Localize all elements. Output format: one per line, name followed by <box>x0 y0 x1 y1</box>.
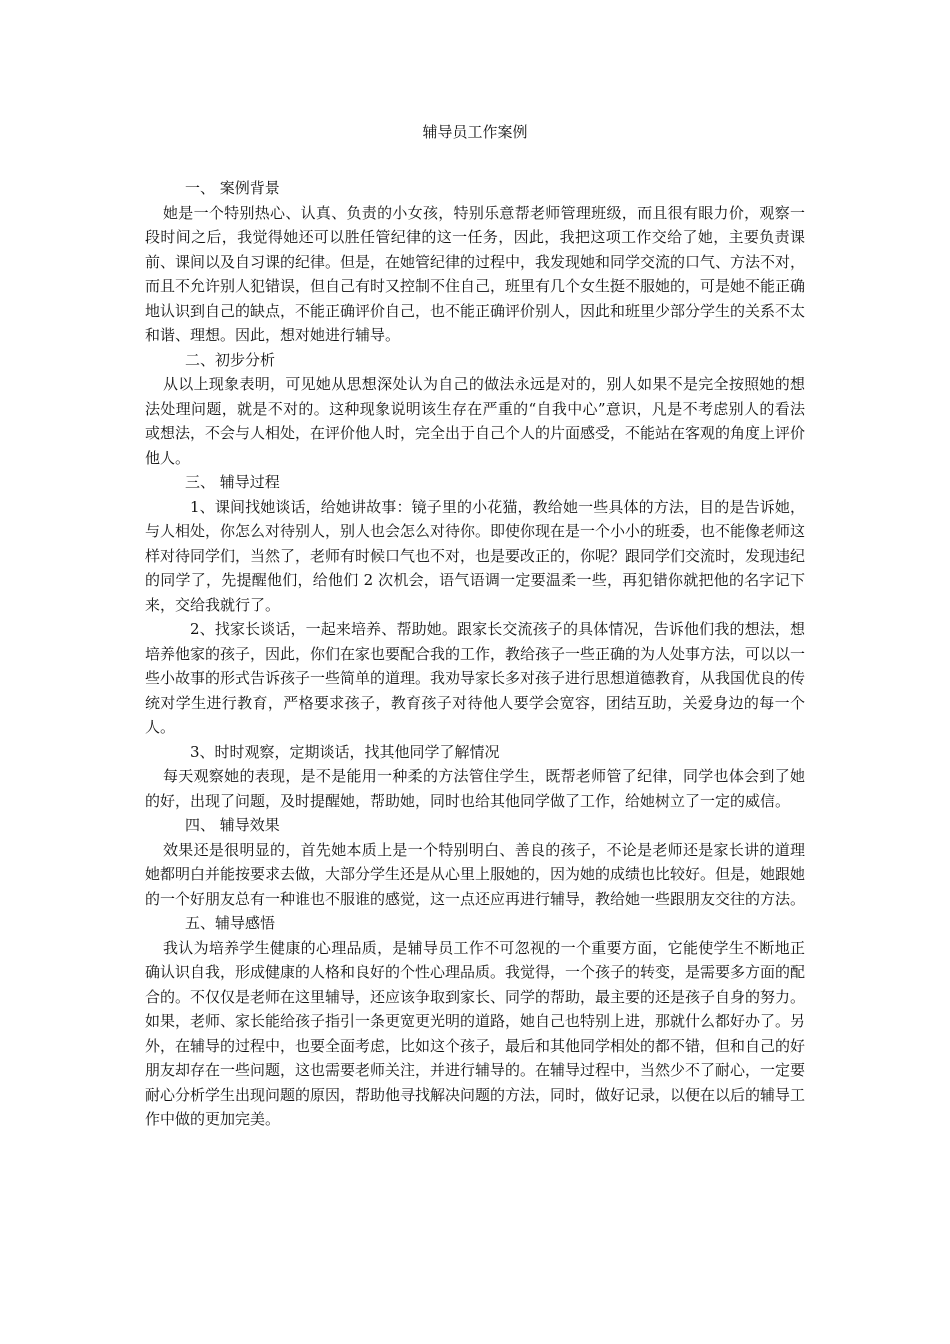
section-heading-background: 一、 案例背景 <box>185 179 280 197</box>
section-heading-effect: 四、 辅导效果 <box>185 816 280 834</box>
paragraph-process-step-2: 2、找家长谈话，一起来培养、帮助她。跟家长交流孩子的具体情况，告诉他们我的想法，想培养他家的孩子，因此，你们在家也要配合我的工作，教给孩子一些正确的为人处事方法，可以以一些小故事的形式告诉孩子一些简单的道理。我劝导家长多对孩子进行思想道德教育，从我国优良的传统对学生进行教育，严格要求孩子，教育孩子对待他人要学会宽容，团结互助，关爱身边的每一个人。 <box>145 620 806 736</box>
paragraph-background: 她是一个特别热心、认真、负责的小女孩，特别乐意帮老师管理班级，而且很有眼力价，观察一段时间之后，我觉得她还可以胜任管纪律的这一任务，因此，我把这项工作交给了她，主要负责课前、课间以及自习课的纪律。但是，在她管纪律的过程中，我发现她和同学交流的口气、方法不对，而且不允许别人犯错误，但自己有时又控制不住自己，班里有几个女生挺不服她的，可是她不能正确地认识到自己的缺点，不能正确评价自己，也不能正确评价别人，因此和班里少部分学生的关系不太和谐、理想。因此，想对她进行辅导。 <box>145 203 806 344</box>
paragraph-reflection: 我认为培养学生健康的心理品质，是辅导员工作不可忽视的一个重要方面，它能使学生不断地正确认识自我，形成健康的人格和良好的个性心理品质。我觉得，一个孩子的转变，是需要多方面的配合的。不仅仅是老师在这里辅导，还应该争取到家长、同学的帮助，最主要的还是孩子自身的努力。如果，老师、家长能给孩子指引一条更宽更光明的道路，她自己也特别上进，那就什么都好办了。另外，在辅导的过程中，也要全面考虑，比如这个孩子，最后和其他同学相处的都不错，但和自己的好朋友却存在一些问题，这也需要老师关注，并进行辅导的。在辅导过程中，当然少不了耐心，一定要耐心分析学生出现问题的原因，帮助他寻找解决问题的方法，同时，做好记录，以便在以后的辅导工作中做的更加完美。 <box>145 938 806 1128</box>
paragraph-analysis: 从以上现象表明，可见她从思想深处认为自己的做法永远是对的，别人如果不是完全按照她的想法处理问题，就是不对的。这种现象说明该生存在严重的“自我中心”意识，凡是不考虑别人的看法或想法，不会与人相处，在评价他人时，完全出于自己个人的片面感受，不能站在客观的角度上评价他人。 <box>145 375 806 467</box>
document-page <box>145 120 805 1132</box>
document-title: 辅导员工作案例 <box>422 123 528 141</box>
section-heading-reflection: 五、辅导感悟 <box>185 914 276 932</box>
paragraph-process-observation: 每天观察她的表现，是不是能用一种柔的方法管住学生，既帮老师管了纪律，同学也体会到了她的好，出现了问题，及时提醒她，帮助她，同时也给其他同学做了工作，给她树立了一定的威信。 <box>145 767 805 810</box>
section-heading-process: 三、 辅导过程 <box>185 473 280 491</box>
paragraph-process-step-1: 1、课间找她谈话，给她讲故事：镜子里的小花猫，教给她一些具体的方法，目的是告诉她，与人相处，你怎么对待别人，别人也会怎么对待你。即使你现在是一个小小的班委，也不能像老师这样对待同学们，当然了，老师有时候口气也不对，也是要改正的，你呢？跟同学们交流时，发现违纪的同学了，先提醒他们，给他们 2 次机会，语气语调一定要温柔一些，再犯错你就把他的名字记下来，交给我就行了。 <box>145 497 806 614</box>
paragraph-effect: 效果还是很明显的，首先她本质上是一个特别明白、善良的孩子，不论是老师还是家长讲的道理她都明白并能按要求去做，大部分学生还是从心里上服她的，因为她的成绩也比较好。但是，她跟她的一个好朋友总有一种谁也不服谁的感觉，这一点还应再进行辅导，教给她一些跟朋友交往的方法。 <box>145 840 806 908</box>
paragraph-process-step-3: 3、时时观察，定期谈话，找其他同学了解情况 <box>190 742 500 761</box>
section-heading-analysis: 二、初步分析 <box>185 350 276 369</box>
